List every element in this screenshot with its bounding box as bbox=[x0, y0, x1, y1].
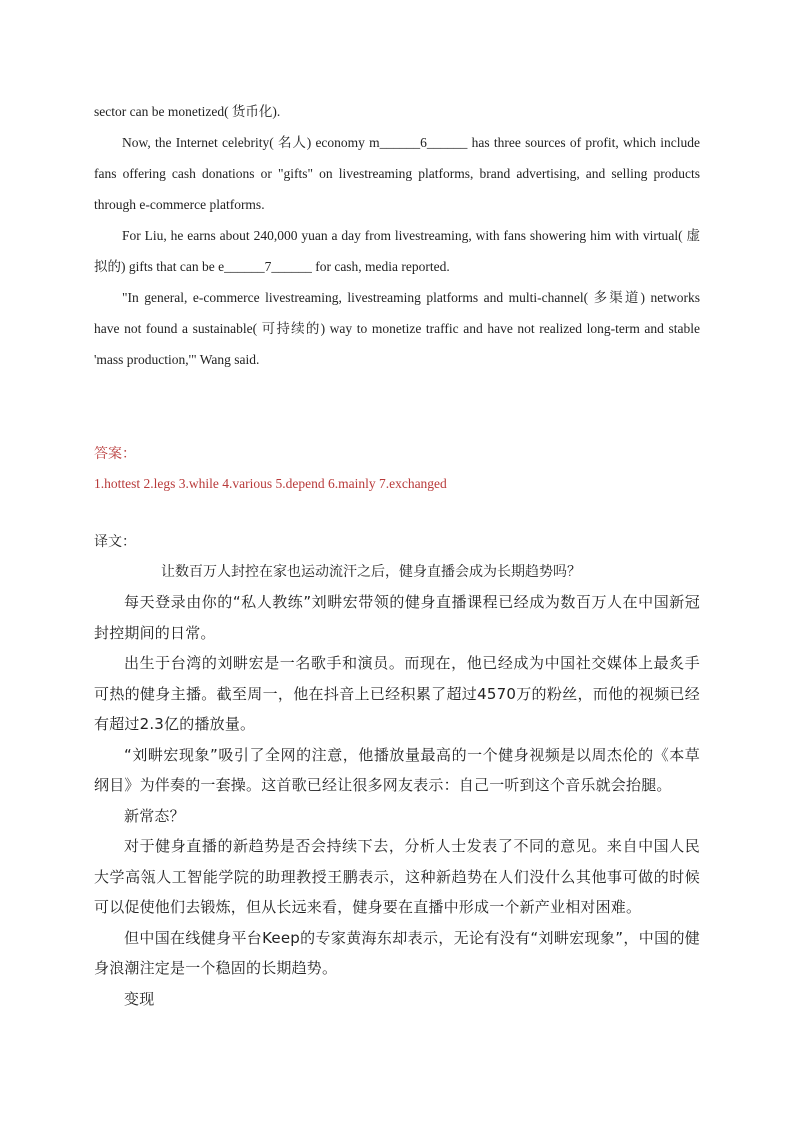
translation-paragraph-5: 但中国在线健身平台Keep的专家黄海东却表示，无论有没有“刘畊宏现象”，中国的健身浪潮注定是一个稳固的长期趋势。 bbox=[94, 928, 700, 977]
translation-paragraph-2: 出生于台湾的刘畊宏是一名歌手和演员。而现在，他已经成为中国社交媒体上最炙手可热的健身主播。截至周一，他在抖音上已经积累了超过4570万的粉丝，而他的视频已经有超过2.3亿的播放量。 bbox=[94, 654, 700, 733]
english-paragraph-4: "In general, e-commerce livestreaming, livestreaming platforms and multi-channel( 多渠道) networks have not found a sustainable( 可持续的) way to monetize traffic and have not realized long-term and stable 'mass production,'" Wang said. bbox=[94, 290, 700, 367]
translation-paragraph-4: 对于健身直播的新趋势是否会持续下去，分析人士发表了不同的意见。来自中国人民大学高瓴人工智能学院的助理教授王鹏表示，这种新趋势在人们没什么其他事可做的时候可以促使他们去锻炼，但从长远来看，健身要在直播中形成一个新产业相对困难。 bbox=[94, 837, 700, 916]
translation-subheading-2: 变现 bbox=[124, 989, 155, 1008]
translation-label: 译文： bbox=[94, 534, 136, 550]
answer-label: 答案： bbox=[94, 446, 136, 462]
spacer bbox=[94, 375, 700, 439]
english-paragraph-3: For Liu, he earns about 240,000 yuan a day from livestreaming, with fans showering him with virtual( 虚拟的) gifts that can be e______7______ for cash, media reported. bbox=[94, 228, 700, 274]
translation-title: 让数百万人封控在家也运动流汗之后，健身直播会成为长期趋势吗？ bbox=[161, 564, 581, 580]
document-page bbox=[94, 96, 700, 1014]
answer-key: 1.hottest 2.legs 3.while 4.various 5.depend 6.mainly 7.exchanged bbox=[94, 476, 447, 491]
english-paragraph-1: sector can be monetized( 货币化). bbox=[94, 104, 281, 119]
translation-subheading-1: 新常态？ bbox=[124, 806, 185, 825]
translation-paragraph-3: “刘畊宏现象”吸引了全网的注意，他播放量最高的一个健身视频是以周杰伦的《本草纲目》为伴奏的一套操。这首歌已经让很多网友表示：自己一听到这个音乐就会抬腿。 bbox=[94, 745, 700, 794]
spacer bbox=[94, 499, 700, 527]
translation-paragraph-1: 每天登录由你的“私人教练”刘畊宏带领的健身直播课程已经成为数百万人在中国新冠封控期间的日常。 bbox=[94, 593, 700, 642]
english-paragraph-2: Now, the Internet celebrity( 名人) economy m______6______ has three sources of profit, which include fans offering cash donations or "gifts" on livestreaming platforms, brand advertising, and selling products through e-commerce platforms. bbox=[94, 135, 700, 212]
